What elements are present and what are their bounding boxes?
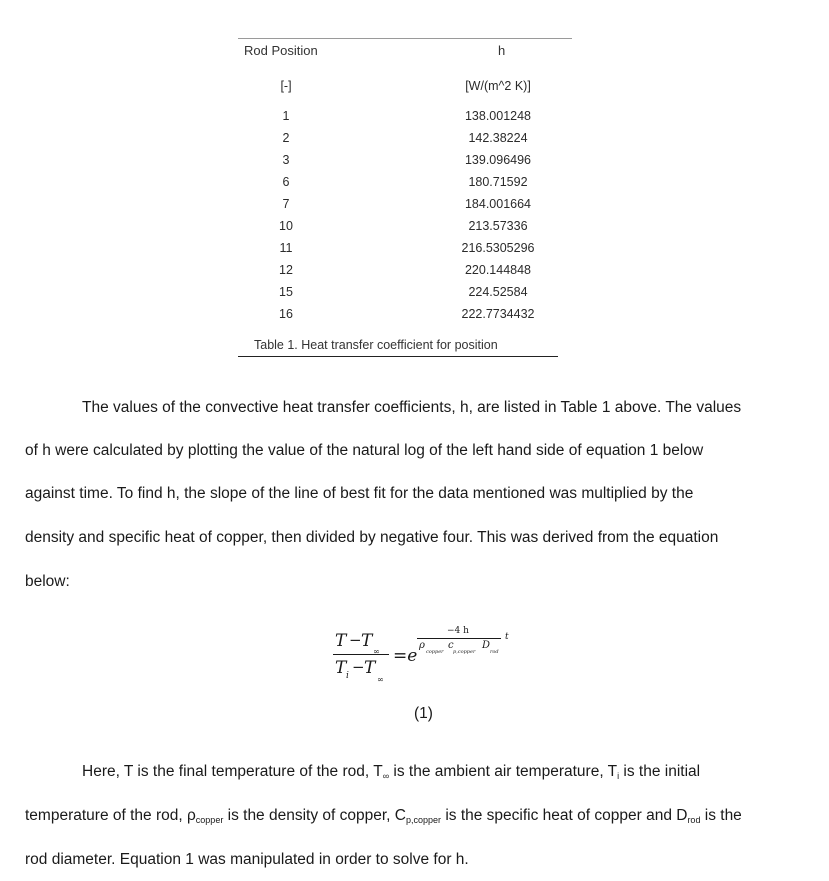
p2-l2-sub-copper: copper	[195, 815, 224, 825]
cell-h: 184.001664	[464, 197, 532, 211]
table-bottom-rule	[238, 356, 558, 357]
cell-h: 139.096496	[464, 153, 532, 167]
paragraph-line	[82, 763, 700, 781]
cell-position: 1	[282, 109, 290, 123]
eq-exponent-bar	[417, 638, 501, 639]
cell-h: 222.7734432	[461, 307, 535, 321]
p2-l2-b: is the density of copper, C	[223, 807, 406, 824]
eq-num-inf-sub: ∞	[373, 647, 380, 656]
cell-h: 180.71592	[468, 175, 528, 189]
col-unit-h: [W/(m^2 K)]	[465, 79, 531, 93]
paragraph-line	[25, 807, 742, 825]
cell-position: 2	[282, 131, 290, 145]
eq-fraction-bar	[333, 654, 389, 655]
eq-den-T: T	[335, 658, 347, 678]
p2-l2-c: is the specific heat of copper and D	[441, 807, 688, 824]
p2-l1-c: is the initial	[619, 763, 701, 780]
eq-den-inf-sub: ∞	[377, 675, 384, 684]
cell-h: 142.38224	[468, 131, 528, 145]
eq-num-T: T	[335, 631, 347, 651]
eq-rho: ρ	[419, 640, 425, 651]
eq-den-i-sub: i	[346, 671, 349, 681]
eq-exp-numerator: −4 h	[447, 626, 469, 636]
cell-position: 15	[279, 285, 293, 299]
table-caption: Table 1. Heat transfer coefficient for position	[254, 338, 498, 352]
p2-l1-sub-inf: ∞	[382, 771, 390, 781]
eq-num-minus: −	[349, 631, 362, 649]
cell-position: 16	[279, 307, 293, 321]
eq-c-sub: p,copper	[453, 649, 476, 655]
equation-number: (1)	[414, 705, 433, 722]
p2-l2-a: temperature of the rod, ρ	[25, 807, 196, 824]
p2-l1-a: Here, T is the final temperature of the rod, T	[82, 763, 383, 780]
cell-position: 12	[279, 263, 293, 277]
p2-l2-sub-rod: rod	[687, 815, 701, 825]
cell-position: 7	[282, 197, 290, 211]
cell-position: 6	[282, 175, 290, 189]
col-unit-position: [-]	[280, 79, 292, 93]
cell-h: 138.001248	[464, 109, 532, 123]
col-header-rod-position: Rod Position	[244, 43, 318, 58]
paragraph-line: of h were calculated by plotting the value of the natural log of the left hand side of equation 1 below	[25, 442, 704, 459]
table-top-rule	[238, 38, 572, 39]
paragraph-line: against time. To find h, the slope of the line of best fit for the data mentioned was multiplied by the	[25, 485, 694, 502]
eq-D: D	[482, 640, 491, 651]
p2-l1-b: is the ambient air temperature, T	[389, 763, 618, 780]
eq-D-sub: rod	[490, 649, 499, 655]
eq-den-Tinf: T	[364, 658, 376, 678]
p2-l2-d: is the	[700, 807, 742, 824]
paragraph-line: rod diameter. Equation 1 was manipulated in order to solve for h.	[25, 851, 469, 868]
eq-c: c	[448, 640, 454, 651]
cell-position: 10	[279, 219, 293, 233]
eq-num-Tinf: T	[361, 631, 373, 651]
cell-h: 213.57336	[468, 219, 528, 233]
p2-l2-sub-pcopper: p,copper	[405, 815, 442, 825]
eq-t: t	[505, 632, 509, 642]
cell-h: 216.5305296	[461, 241, 535, 255]
eq-den-minus: −	[352, 658, 365, 676]
p2-l1-sub-i: i	[617, 771, 620, 781]
paragraph-line: below:	[25, 573, 70, 590]
equation-1	[333, 625, 523, 695]
paragraph-line: density and specific heat of copper, then divided by negative four. This was derived from the equation	[25, 529, 719, 546]
cell-h: 220.144848	[464, 263, 532, 277]
eq-equals-e: =e	[393, 646, 418, 666]
paragraph-line: The values of the convective heat transfer coefficients, h, are listed in Table 1 above. The values	[82, 399, 742, 416]
col-header-h: h	[498, 43, 506, 58]
cell-position: 11	[279, 241, 293, 255]
cell-position: 3	[282, 153, 290, 167]
cell-h: 224.52584	[468, 285, 528, 299]
eq-rho-sub: copper	[426, 649, 444, 655]
